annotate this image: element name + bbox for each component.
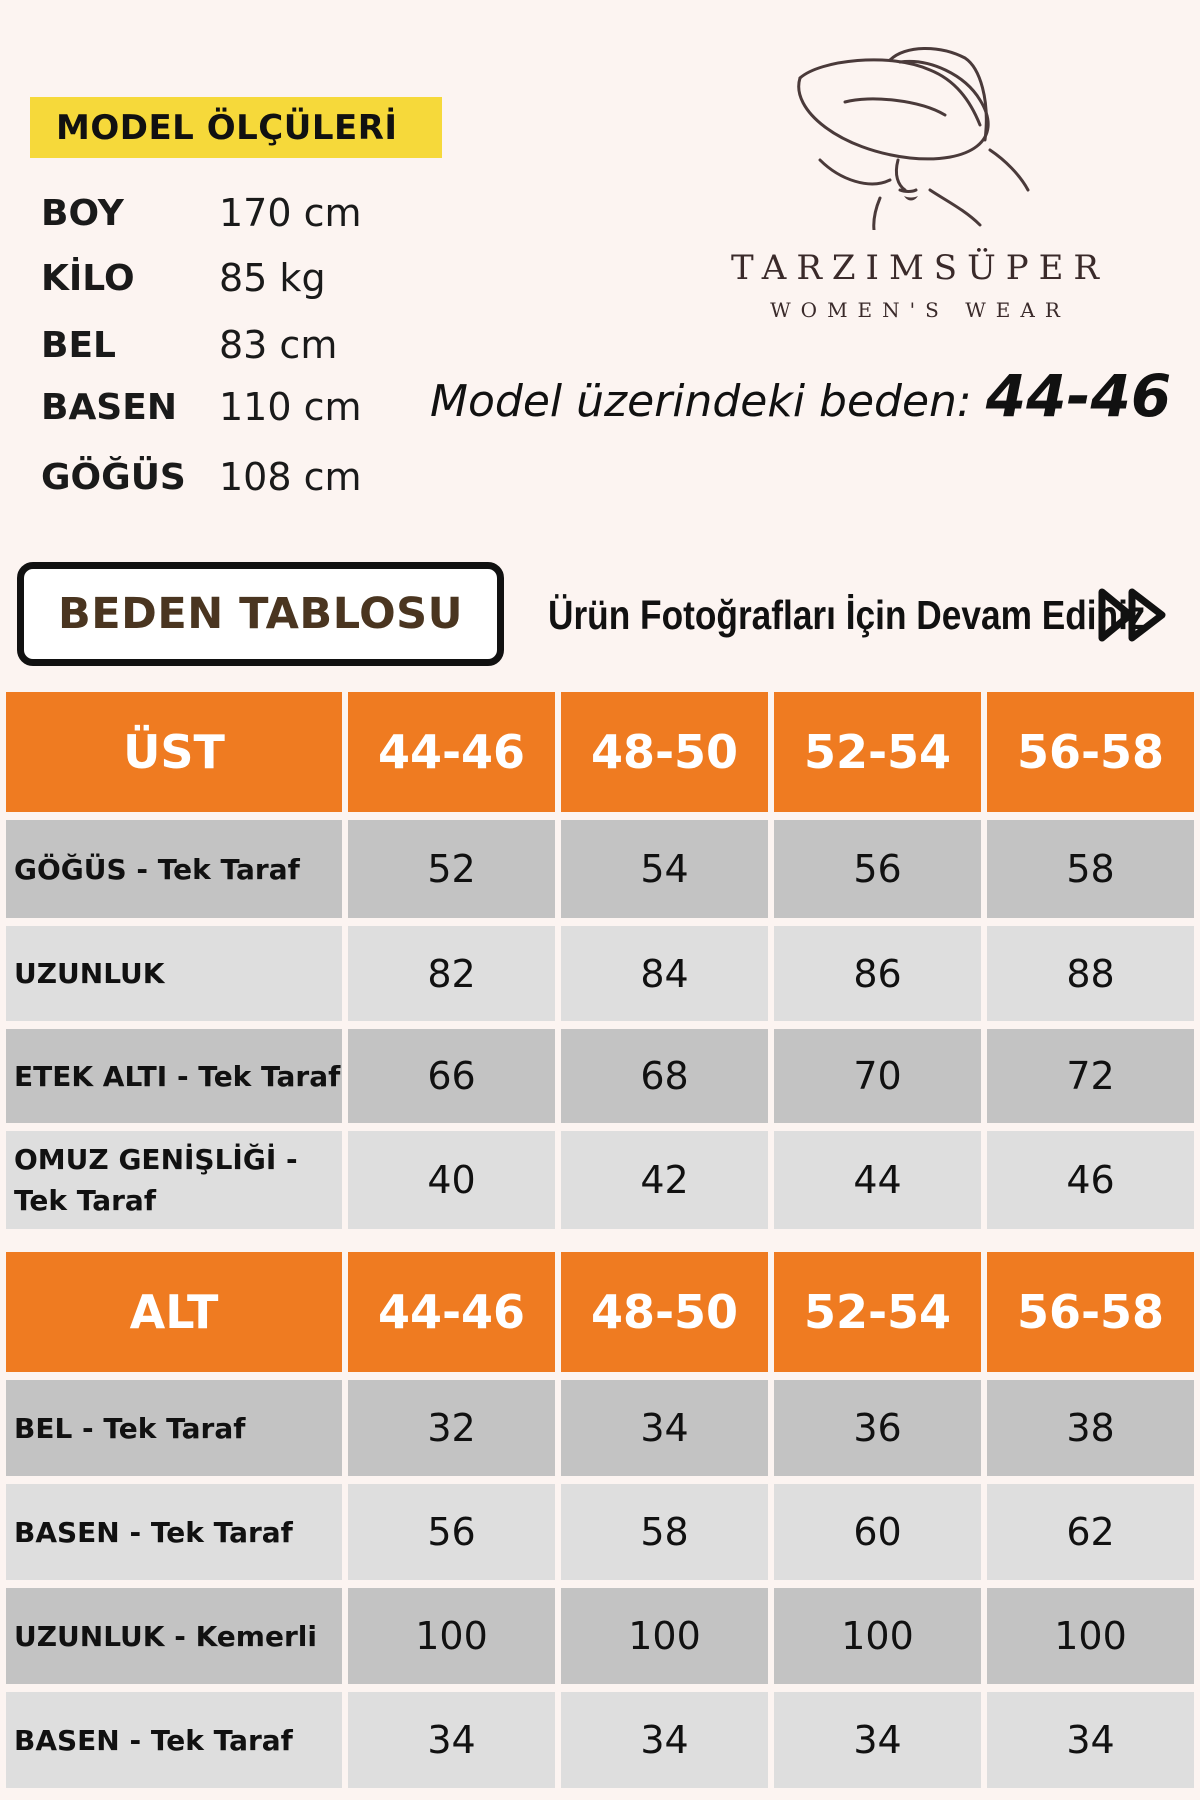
table-cell: 52: [348, 820, 555, 918]
measurement-label: BOY: [41, 192, 124, 234]
table-cell: 54: [561, 820, 768, 918]
table-cell: 100: [987, 1588, 1194, 1684]
table-cell: 32: [348, 1380, 555, 1476]
table-cell: 100: [774, 1588, 981, 1684]
table-cell: 84: [561, 926, 768, 1021]
table-cell: 58: [561, 1484, 768, 1580]
measurement-row: [41, 447, 362, 507]
measurement-row: [41, 377, 362, 437]
table-cell: 38: [987, 1380, 1194, 1476]
top-size-table: [0, 692, 1200, 1229]
model-size-prefix: Model üzerindeki beden:: [430, 376, 972, 427]
measurement-value: 85 kg: [219, 256, 326, 300]
row-label: UZUNLUK: [6, 926, 342, 1021]
measurement-value: 170 cm: [219, 191, 362, 235]
table-cell: 44: [774, 1131, 981, 1229]
row-label: OMUZ GENİŞLİĞİ - Tek Taraf: [6, 1131, 342, 1229]
fast-forward-icon[interactable]: [1096, 586, 1170, 644]
measurement-row: [41, 183, 362, 243]
woman-hat-logo-icon: [780, 40, 1040, 230]
table-cell: 36: [774, 1380, 981, 1476]
table-cell: 42: [561, 1131, 768, 1229]
size-header: 48-50: [561, 692, 768, 812]
table-header-row: [6, 1252, 1194, 1372]
table-row: [6, 1029, 1194, 1123]
measurement-row: [41, 315, 337, 375]
size-header: 44-46: [348, 1252, 555, 1372]
brand-tagline: WOMEN'S WEAR: [770, 298, 1070, 322]
size-header: 48-50: [561, 1252, 768, 1372]
measurement-value: 83 cm: [219, 323, 338, 367]
table-cell: 34: [774, 1692, 981, 1788]
size-header: 44-46: [348, 692, 555, 812]
table-header-row: [6, 692, 1194, 812]
table-row: [6, 1131, 1194, 1229]
measurement-label: BEL: [41, 324, 116, 366]
table-cell: 70: [774, 1029, 981, 1123]
table-row: [6, 1380, 1194, 1476]
table-cell: 46: [987, 1131, 1194, 1229]
row-label: BEL - Tek Taraf: [6, 1380, 342, 1476]
table-cell: 68: [561, 1029, 768, 1123]
model-measurements-title: MODEL ÖLÇÜLERİ: [30, 97, 442, 158]
table-cell: 34: [561, 1380, 768, 1476]
table-cell: 66: [348, 1029, 555, 1123]
row-label: GÖĞÜS - Tek Taraf: [6, 820, 342, 918]
size-header: 56-58: [987, 1252, 1194, 1372]
table-cell: 60: [774, 1484, 981, 1580]
table-cell: 62: [987, 1484, 1194, 1580]
table-cell: 100: [348, 1588, 555, 1684]
table-row: [6, 1588, 1194, 1684]
measurement-value: 110 cm: [219, 385, 362, 429]
measurement-label: GÖĞÜS: [41, 456, 186, 498]
row-label: UZUNLUK - Kemerli: [6, 1588, 342, 1684]
size-chart-button[interactable]: BEDEN TABLOSU: [17, 562, 504, 666]
measurement-label: KİLO: [41, 257, 135, 299]
table-cell: 34: [348, 1692, 555, 1788]
size-header: 56-58: [987, 692, 1194, 812]
bottom-size-table: [0, 1252, 1200, 1788]
table-cell: 34: [987, 1692, 1194, 1788]
size-header: 52-54: [774, 692, 981, 812]
table-cell: 58: [987, 820, 1194, 918]
measurement-label: BASEN: [41, 386, 177, 428]
row-label: BASEN - Tek Taraf: [6, 1692, 342, 1788]
section-header: ALT: [6, 1252, 342, 1372]
table-cell: 100: [561, 1588, 768, 1684]
table-cell: 86: [774, 926, 981, 1021]
brand-name: TARZIMSÜPER: [730, 248, 1110, 288]
table-row: [6, 820, 1194, 918]
table-cell: 40: [348, 1131, 555, 1229]
table-row: [6, 1692, 1194, 1788]
table-cell: 34: [561, 1692, 768, 1788]
section-header: ÜST: [6, 692, 342, 812]
table-cell: 56: [774, 820, 981, 918]
row-label: ETEK ALTI - Tek Taraf: [6, 1029, 342, 1123]
size-header: 52-54: [774, 1252, 981, 1372]
table-cell: 56: [348, 1484, 555, 1580]
measurement-row: [41, 248, 326, 308]
table-cell: 82: [348, 926, 555, 1021]
model-size-line: [430, 362, 1190, 430]
brand-logo: [720, 40, 1120, 340]
measurement-value: 108 cm: [219, 455, 362, 499]
table-cell: 72: [987, 1029, 1194, 1123]
table-row: [6, 926, 1194, 1021]
table-cell: 88: [987, 926, 1194, 1021]
row-label: BASEN - Tek Taraf: [6, 1484, 342, 1580]
continue-text[interactable]: Ürün Fotoğrafları İçin Devam Ediniz: [548, 591, 1146, 638]
table-row: [6, 1484, 1194, 1580]
model-size-value: 44-46: [985, 362, 1172, 430]
